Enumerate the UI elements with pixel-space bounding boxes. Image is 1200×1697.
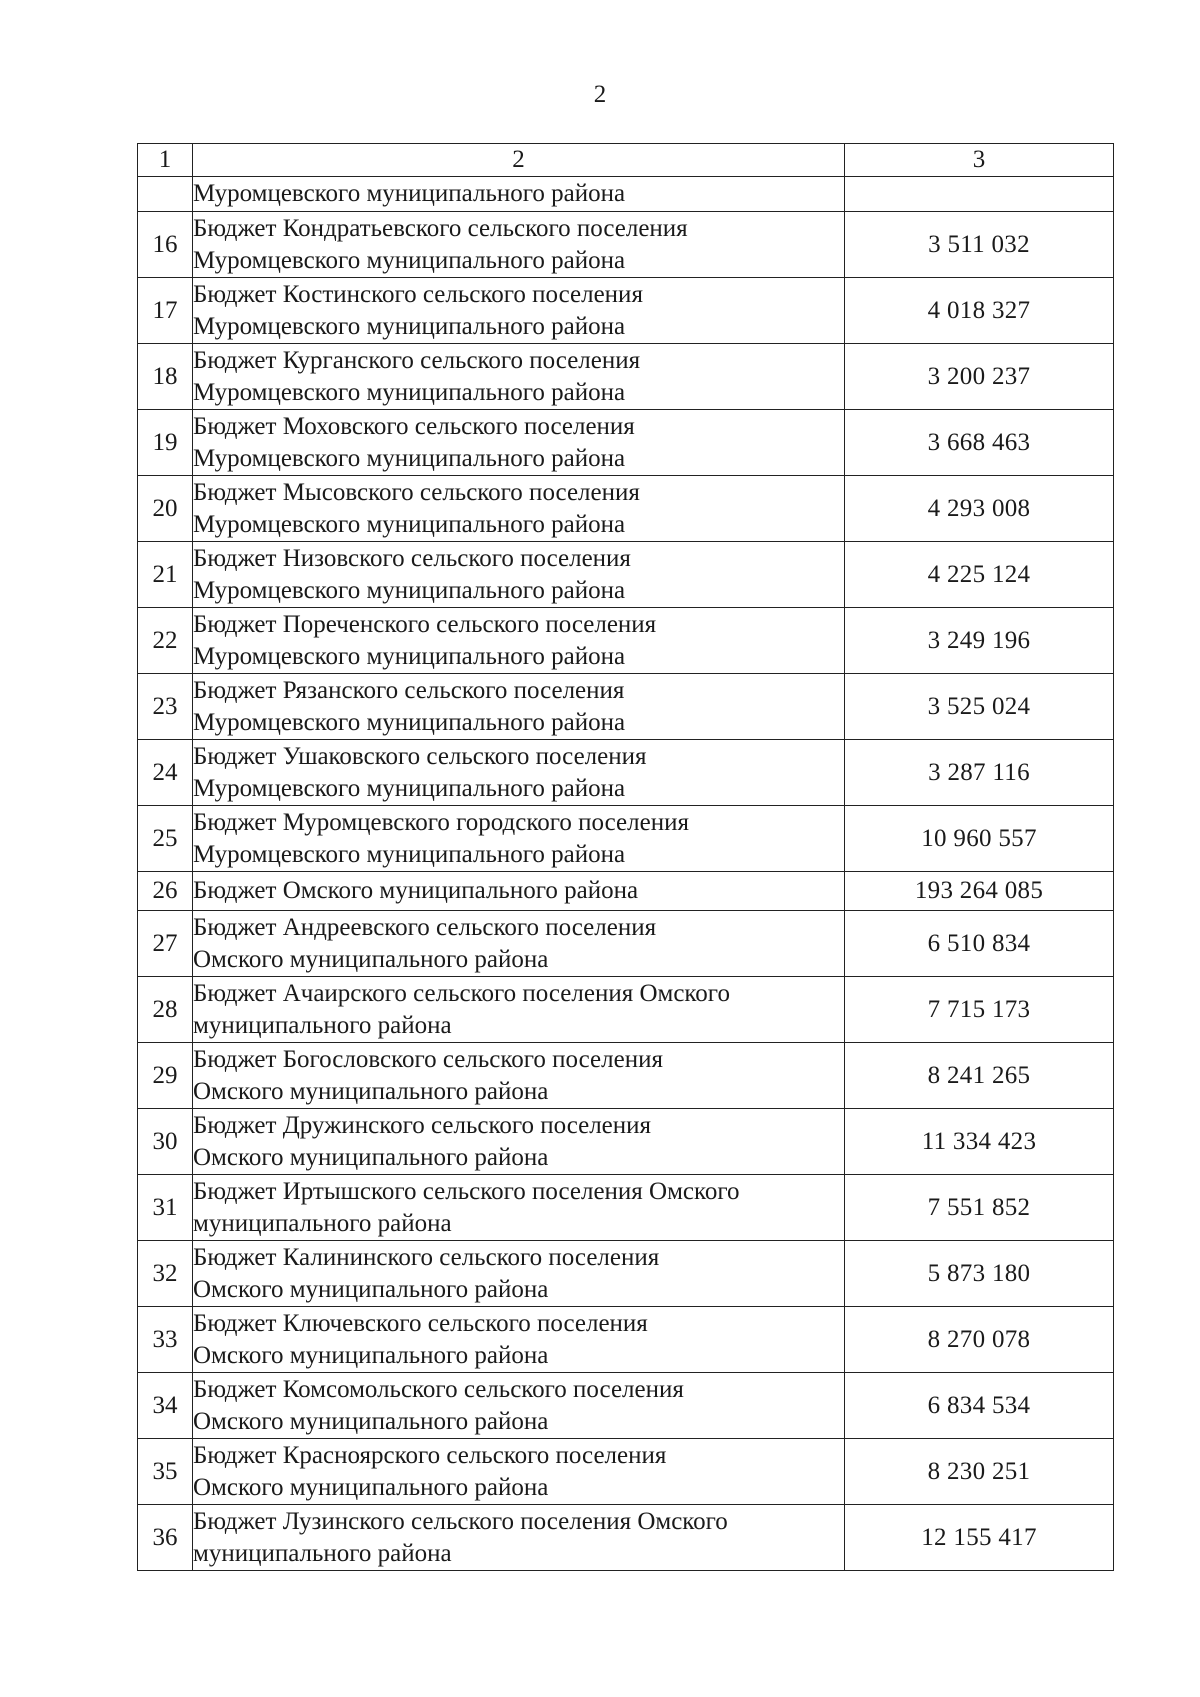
header-col-1: 1: [138, 144, 193, 177]
row-amount: 3 200 237: [845, 344, 1114, 410]
row-name-line: Муромцевского муниципального района: [193, 444, 626, 472]
row-amount: 3 525 024: [845, 674, 1114, 740]
row-name: [193, 542, 845, 608]
row-amount: [845, 177, 1114, 212]
row-name-line: Муромцевского муниципального района: [193, 312, 626, 340]
row-name: [193, 911, 845, 977]
row-name-line: Бюджет Курганского сельского поселения: [193, 346, 641, 374]
row-name-line: Бюджет Мысовского сельского поселения: [193, 478, 640, 506]
header-col-3: 3: [845, 144, 1114, 177]
row-name-line: Бюджет Калининского сельского поселения: [193, 1243, 660, 1271]
row-name-line: Муромцевского муниципального района: [193, 708, 626, 736]
table-row: [138, 1175, 1114, 1241]
table-row: [138, 977, 1114, 1043]
budget-table: [137, 143, 1114, 1571]
table-body: [138, 144, 1114, 1571]
table-row: [138, 740, 1114, 806]
row-number: 25: [138, 806, 193, 872]
row-name: [193, 278, 845, 344]
table-row: [138, 1043, 1114, 1109]
row-name-line: Омского муниципального района: [193, 1077, 549, 1105]
row-name-line: Муромцевского муниципального района: [193, 246, 626, 274]
table-row: [138, 1307, 1114, 1373]
row-name-line: Бюджет Костинского сельского поселения: [193, 280, 643, 308]
row-name: [193, 872, 845, 911]
row-name-line: Бюджет Кондратьевского сельского поселения: [193, 214, 688, 242]
row-name: [193, 1241, 845, 1307]
table-row: [138, 1439, 1114, 1505]
row-amount: 10 960 557: [845, 806, 1114, 872]
table-row: [138, 476, 1114, 542]
row-name-line: Бюджет Ушаковского сельского поселения: [193, 742, 647, 770]
table-row: [138, 674, 1114, 740]
table-row: [138, 608, 1114, 674]
row-number: 20: [138, 476, 193, 542]
row-number: [138, 177, 193, 212]
row-name: [193, 344, 845, 410]
row-number: 24: [138, 740, 193, 806]
row-name: [193, 410, 845, 476]
row-name-line: Омского муниципального района: [193, 1275, 549, 1303]
row-name: [193, 806, 845, 872]
row-number: 32: [138, 1241, 193, 1307]
row-number: 26: [138, 872, 193, 911]
row-number: 22: [138, 608, 193, 674]
row-amount: 5 873 180: [845, 1241, 1114, 1307]
row-amount: 3 511 032: [845, 212, 1114, 278]
row-number: 36: [138, 1505, 193, 1571]
row-amount: 6 510 834: [845, 911, 1114, 977]
row-name: [193, 1439, 845, 1505]
table-row: [138, 344, 1114, 410]
row-name-line: Бюджет Ачаирского сельского поселения Омского: [193, 979, 730, 1007]
row-name-line: Бюджет Моховского сельского поселения: [193, 412, 635, 440]
row-name-line: Бюджет Красноярского сельского поселения: [193, 1441, 667, 1469]
row-name-line: Муромцевского муниципального района: [193, 576, 626, 604]
table-row: [138, 278, 1114, 344]
row-name: [193, 608, 845, 674]
row-number: 35: [138, 1439, 193, 1505]
row-name-line: муниципального района: [193, 1011, 452, 1039]
row-number: 21: [138, 542, 193, 608]
row-name-line: Муромцевского муниципального района: [193, 840, 626, 868]
table-row: [138, 872, 1114, 911]
row-name-line: Омского муниципального района: [193, 1407, 549, 1435]
row-amount: 3 287 116: [845, 740, 1114, 806]
row-name: [193, 1505, 845, 1571]
row-name-line: муниципального района: [193, 1209, 452, 1237]
row-number: 27: [138, 911, 193, 977]
table-row: [138, 410, 1114, 476]
row-name-line: Бюджет Иртышского сельского поселения Омского: [193, 1177, 740, 1205]
row-number: 23: [138, 674, 193, 740]
row-number: 17: [138, 278, 193, 344]
table-row: [138, 911, 1114, 977]
table-row: [138, 212, 1114, 278]
table-row: [138, 806, 1114, 872]
row-amount: 3 668 463: [845, 410, 1114, 476]
row-name-line: Бюджет Комсомольского сельского поселения: [193, 1375, 684, 1403]
row-name-line: Муромцевского муниципального района: [193, 642, 626, 670]
row-number: 30: [138, 1109, 193, 1175]
row-name-line: Муромцевского муниципального района: [193, 378, 626, 406]
row-name-line: Бюджет Богословского сельского поселения: [193, 1045, 663, 1073]
row-name-line: Омского муниципального района: [193, 1341, 549, 1369]
row-amount: 7 715 173: [845, 977, 1114, 1043]
table-row: [138, 1373, 1114, 1439]
row-name-line: Омского муниципального района: [193, 1143, 549, 1171]
row-name: [193, 1175, 845, 1241]
row-name-line: Бюджет Лузинского сельского поселения Омского: [193, 1507, 728, 1535]
row-name: [193, 1373, 845, 1439]
row-name-line: Бюджет Омского муниципального района: [193, 877, 639, 904]
row-amount: 12 155 417: [845, 1505, 1114, 1571]
header-col-2: 2: [193, 144, 845, 177]
row-amount: 4 293 008: [845, 476, 1114, 542]
row-name: [193, 740, 845, 806]
row-name-line: Бюджет Андреевского сельского поселения: [193, 913, 657, 941]
row-number: 29: [138, 1043, 193, 1109]
table-row: [138, 1505, 1114, 1571]
table-row: [138, 542, 1114, 608]
row-name-line: Бюджет Рязанского сельского поселения: [193, 676, 625, 704]
row-name: Муромцевского муниципального района: [193, 177, 845, 212]
row-name-line: Омского муниципального района: [193, 945, 549, 973]
row-name-line: Бюджет Муромцевского городского поселения: [193, 808, 689, 836]
row-name-line: Бюджет Пореченского сельского поселения: [193, 610, 657, 638]
row-name: [193, 1109, 845, 1175]
row-name: [193, 212, 845, 278]
row-name-line: Муромцевского муниципального района: [193, 510, 626, 538]
row-amount: 11 334 423: [845, 1109, 1114, 1175]
row-amount: 4 018 327: [845, 278, 1114, 344]
row-number: 18: [138, 344, 193, 410]
row-number: 16: [138, 212, 193, 278]
row-name: [193, 1307, 845, 1373]
row-amount: 3 249 196: [845, 608, 1114, 674]
row-amount: 6 834 534: [845, 1373, 1114, 1439]
row-number: 31: [138, 1175, 193, 1241]
row-amount: 8 270 078: [845, 1307, 1114, 1373]
row-name-line: Муромцевского муниципального района: [193, 774, 626, 802]
page-number: 2: [593, 81, 607, 108]
row-amount: 8 230 251: [845, 1439, 1114, 1505]
row-name-line: Бюджет Низовского сельского поселения: [193, 544, 631, 572]
row-name-line: муниципального района: [193, 1539, 452, 1567]
table-row: [138, 1109, 1114, 1175]
header-row: [138, 144, 1114, 177]
row-number: 34: [138, 1373, 193, 1439]
row-amount: 4 225 124: [845, 542, 1114, 608]
row-amount: 8 241 265: [845, 1043, 1114, 1109]
row-name: [193, 1043, 845, 1109]
row-number: 19: [138, 410, 193, 476]
row-amount: 193 264 085: [845, 872, 1114, 911]
row-name-line: Бюджет Дружинского сельского поселения: [193, 1111, 652, 1139]
row-name: [193, 674, 845, 740]
row-name: [193, 977, 845, 1043]
row-number: 33: [138, 1307, 193, 1373]
table-row: [138, 1241, 1114, 1307]
row-name-line: Бюджет Ключевского сельского поселения: [193, 1309, 648, 1337]
row-amount: 7 551 852: [845, 1175, 1114, 1241]
row-number: 28: [138, 977, 193, 1043]
row-name-line: Омского муниципального района: [193, 1473, 549, 1501]
continuation-row: [138, 177, 1114, 212]
row-name: [193, 476, 845, 542]
